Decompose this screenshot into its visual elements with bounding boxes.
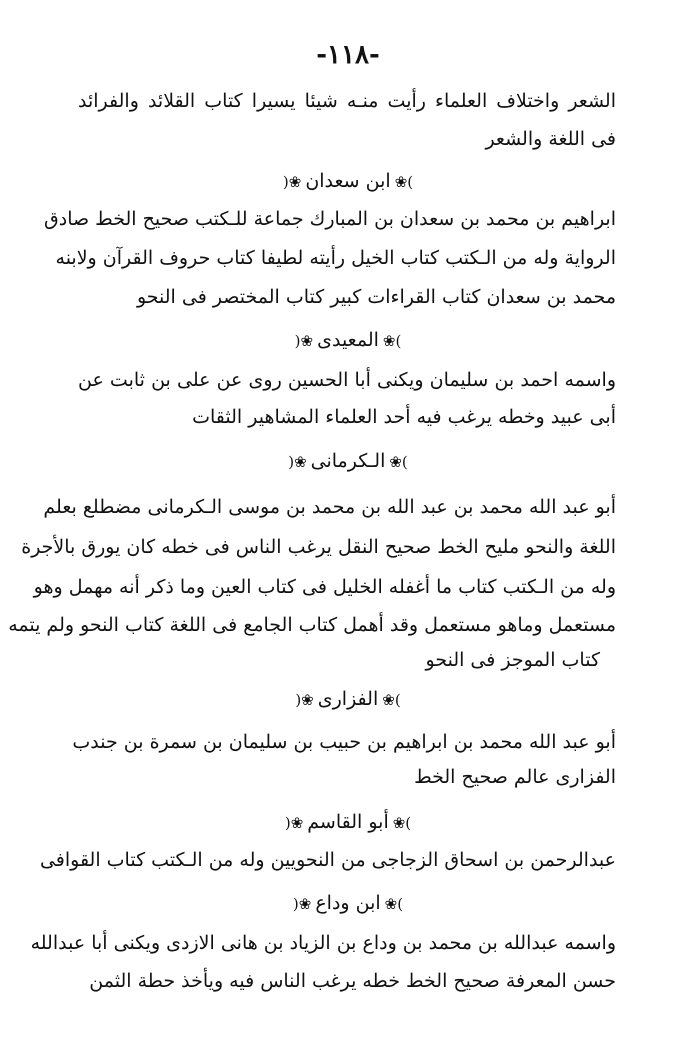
- text-line: فى اللغة والشعر: [485, 128, 616, 150]
- section-heading: [0, 684, 696, 715]
- text-line: ابراهيم بن محمد بن سعدان بن المبارك جماعة للـكتب صحيح الخط صادق: [44, 208, 616, 230]
- ornament-right: )❀: [382, 691, 401, 709]
- ornament-right: )❀: [382, 332, 402, 350]
- ornament-left: ❀(: [282, 173, 302, 191]
- section-heading: [0, 888, 696, 919]
- section-heading: [0, 166, 696, 197]
- text-line: كتاب الموجز فى النحو: [425, 649, 600, 671]
- section-title: الـكرمانى: [310, 450, 386, 472]
- page-number: -١١٨-: [316, 40, 380, 70]
- text-line: حسن المعرفة صحيح الخط خطه يرغب الناس فيه ويأخذ حطة الثمن: [89, 970, 616, 992]
- section-title: ابن وداع: [315, 892, 381, 914]
- section-heading: [0, 446, 696, 477]
- text-line: أبو عبد الله محمد بن ابراهيم بن حبيب بن سليمان بن سمرة بن جندب: [72, 731, 616, 753]
- section-heading: [0, 807, 696, 838]
- section-title: المعيدى: [317, 329, 379, 351]
- text-line: الفزارى عالم صحيح الخط: [414, 766, 616, 788]
- text-line: الشعر واختلاف العلماء رأيت منـه شيئا يسيرا كتاب القلائد والفرائد: [78, 90, 616, 112]
- text-line: أبو عبد الله محمد بن عبد الله بن محمد بن موسى الـكرمانى مضطلع بعلم: [43, 496, 616, 518]
- section-title: ابن سعدان: [305, 170, 391, 192]
- text-line: محمد بن سعدان كتاب القراءات كبير كتاب المختصر فى النحو: [136, 286, 616, 308]
- text-line: اللغة والنحو مليح الخط صحيح النقل يرغب الناس فى خطه كان يورق بالأجرة: [21, 536, 616, 558]
- section-title: الفزارى: [317, 688, 379, 710]
- section-title: أبو القاسم: [307, 811, 389, 833]
- text-line: مستعمل وماهو مستعمل وقد أهمل كتاب الجامع فى اللغة كتاب النحو ولم يتمه: [8, 614, 616, 636]
- ornament-left: ❀(: [294, 332, 314, 350]
- ornament-right: )❀: [389, 453, 408, 471]
- ornament-right: )❀: [394, 173, 414, 191]
- ornament-left: ❀(: [295, 691, 314, 709]
- ornament-right: )❀: [392, 814, 412, 832]
- text-line: واسمه عبدالله بن محمد بن وداع بن الزياد بن هانى الازدى ويكنى أبا عبدالله: [30, 932, 616, 954]
- ornament-right: )❀: [384, 895, 404, 913]
- ornament-left: ❀(: [288, 453, 307, 471]
- ornament-left: ❀(: [292, 895, 312, 913]
- text-line: واسمه احمد بن سليمان ويكنى أبا الحسين روى عن على بن ثابت عن: [78, 369, 616, 391]
- text-line: الرواية وله من الـكتب كتاب الخيل رأيته لطيفا كتاب حروف القرآن ولابنه: [55, 247, 616, 269]
- section-heading: [0, 325, 696, 356]
- text-line: أبى عبيد وخطه يرغب فيه أحد العلماء المشاهير الثقات: [192, 406, 616, 428]
- ornament-left: ❀(: [284, 814, 304, 832]
- text-line: عبدالرحمن بن اسحاق الزجاجى من النحويين وله من الـكتب كتاب القوافى: [39, 849, 616, 871]
- text-line: وله من الـكتب كتاب ما أغفله الخليل فى كتاب العين وما ذكر أنه مهمل وهو: [33, 576, 616, 598]
